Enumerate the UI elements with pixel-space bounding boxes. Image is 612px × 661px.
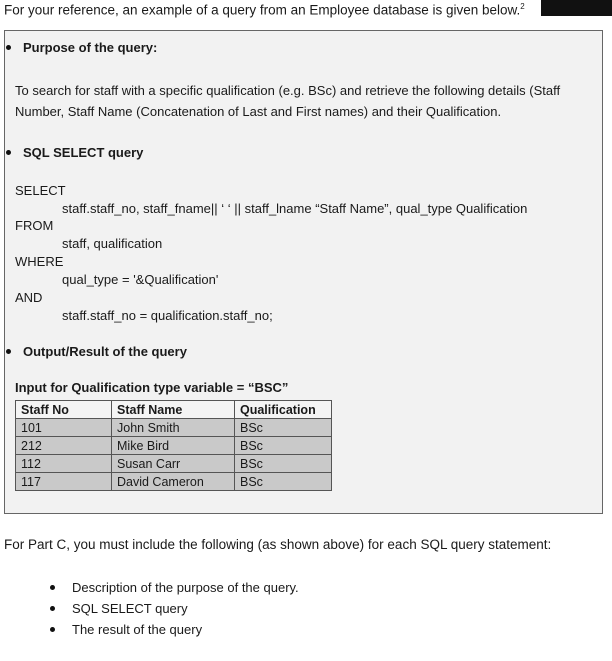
table-cell: John Smith: [112, 419, 235, 437]
column-header: Qualification: [235, 401, 332, 419]
bullet-icon: [50, 627, 55, 632]
intro-text: For your reference, an example of a query from an Employee database is given below.$^2$: [4, 2, 525, 18]
table-header-row: [16, 401, 332, 419]
sql-select-clause: staff.staff_no, staff_fname|| ‘ ‘ || staff_lname “Staff Name”, qual_type Qualification: [62, 201, 528, 216]
redaction-bar: [541, 0, 612, 16]
sql-from-keyword: FROM: [15, 218, 54, 233]
table-row: [16, 437, 332, 455]
footnote-marker: 2: [520, 2, 525, 11]
table-cell: 212: [16, 437, 112, 455]
table-cell: 117: [16, 473, 112, 491]
input-variable-label: Input for Qualification type variable = “BSC”: [15, 380, 289, 395]
requirements-list: [50, 577, 299, 640]
list-item: Description of the purpose of the query.: [50, 577, 299, 598]
table-row: [16, 455, 332, 473]
list-item: The result of the query: [50, 619, 299, 640]
table-cell: BSc: [235, 455, 332, 473]
column-header: Staff No: [16, 401, 112, 419]
list-item: SQL SELECT query: [50, 598, 299, 619]
sql-select-keyword: SELECT: [15, 183, 66, 198]
part-c-text: For Part C, you must include the following (as shown above) for each SQL query statement:: [4, 537, 552, 552]
sql-where-clause: qual_type = '&Qualification': [62, 272, 219, 287]
bullet-icon: [6, 45, 11, 50]
bullet-icon: [50, 606, 55, 611]
table-cell: 112: [16, 455, 112, 473]
table-cell: Susan Carr: [112, 455, 235, 473]
output-heading: Output/Result of the query: [6, 344, 187, 359]
table-cell: BSc: [235, 437, 332, 455]
bullet-icon: [6, 349, 11, 354]
table-cell: BSc: [235, 473, 332, 491]
sql-where-keyword: WHERE: [15, 254, 64, 269]
sql-from-clause: staff, qualification: [62, 236, 163, 251]
bullet-icon: [6, 150, 11, 155]
table-row: [16, 419, 332, 437]
sql-and-keyword: AND: [15, 290, 43, 305]
table-cell: 101: [16, 419, 112, 437]
table-row: [16, 473, 332, 491]
purpose-paragraph: To search for staff with a specific qualification (e.g. BSc) and retrieve the following details (Staff Number, Staff Name (Concatenation of Last and First names) and their Qualification.: [15, 83, 561, 119]
column-header: Staff Name: [112, 401, 235, 419]
purpose-heading: Purpose of the query:: [6, 40, 157, 55]
table-cell: BSc: [235, 419, 332, 437]
bullet-icon: [50, 585, 55, 590]
table-cell: Mike Bird: [112, 437, 235, 455]
sql-heading: SQL SELECT query: [6, 145, 143, 160]
result-table: [15, 400, 332, 491]
table-cell: David Cameron: [112, 473, 235, 491]
sql-and-clause: staff.staff_no = qualification.staff_no;: [62, 308, 273, 323]
